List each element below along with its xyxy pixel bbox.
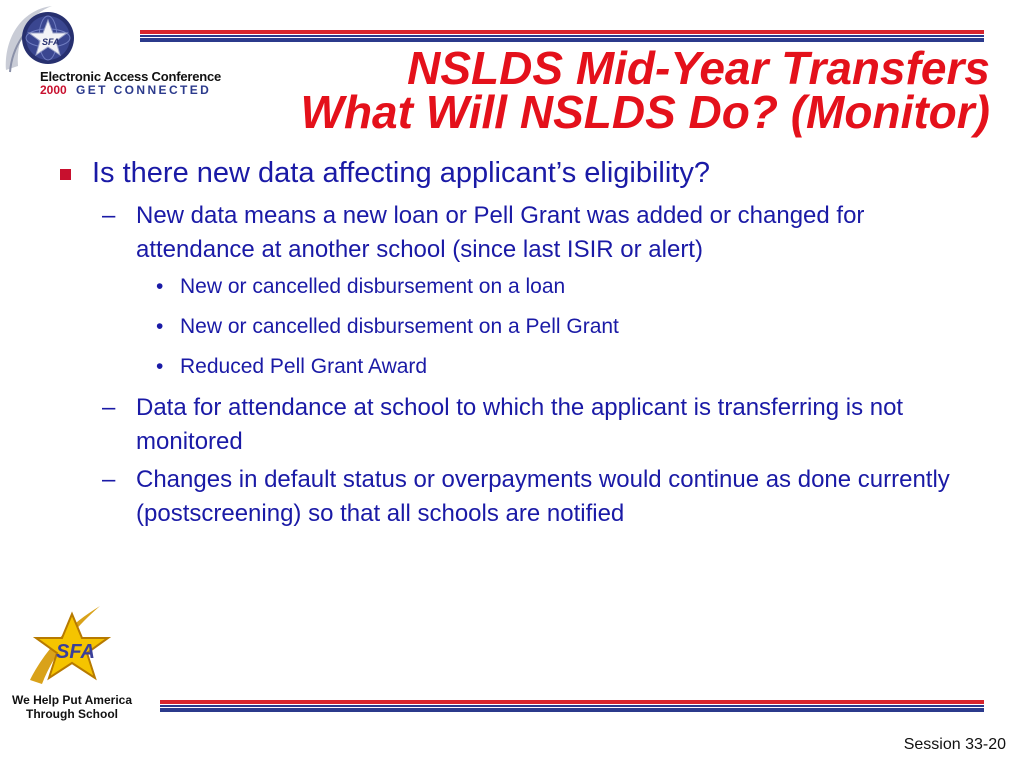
slide-body (58, 153, 988, 535)
sub-sub-bullet-text: New or cancelled disbursement on a Pell Grant (180, 315, 619, 338)
dot-bullet-icon: • (156, 315, 164, 338)
slide-title (300, 42, 990, 138)
title-line-2: What Will NSLDS Do? (Monitor) (300, 86, 990, 138)
dash-bullet-icon: – (102, 394, 116, 421)
conference-tagline: GET CONNECTED (76, 83, 212, 97)
dot-bullet-icon: • (156, 275, 164, 298)
sub-sub-bullet-text: New or cancelled disbursement on a loan (180, 275, 566, 298)
motto (2, 693, 142, 721)
dash-bullet-icon: – (102, 466, 116, 493)
dot-bullet-icon: • (156, 355, 164, 378)
conference-name: Electronic Access Conference (40, 69, 222, 84)
sfa-star-icon (20, 600, 130, 692)
square-bullet-icon (60, 169, 71, 180)
sub-bullet-text: New data means a new loan or Pell Grant was added or changed for attendance at another school (since last ISIR or alert) (136, 202, 865, 263)
svg-text:SFA: SFA (42, 37, 60, 47)
conference-logo (0, 0, 290, 100)
sub-bullet-text: Data for attendance at school to which the applicant is transferring is not monitored (136, 394, 904, 455)
motto-line-2: Through School (26, 707, 118, 721)
session-number: Session 33-20 (903, 736, 1006, 753)
bullet-item (58, 153, 988, 193)
sub-sub-bullet-text: Reduced Pell Grant Award (180, 355, 428, 378)
conference-year: 2000 (40, 83, 67, 97)
sfa-logo (20, 600, 130, 692)
title-line-1: NSLDS Mid-Year Transfers (407, 42, 990, 94)
sub-sub-bullet-item (58, 351, 988, 382)
motto-line-1: We Help Put America (11, 693, 133, 707)
bullet-text: Is there new data affecting applicant’s eligibility? (92, 157, 710, 189)
sub-sub-bullet-item (58, 311, 988, 342)
sub-bullet-text: Changes in default status or overpayments would continue as done currently (postscreening) so that all schools are notified (136, 466, 950, 527)
svg-text:SFA: SFA (56, 641, 95, 663)
sub-bullet-item (58, 391, 956, 459)
sub-bullet-item (58, 199, 956, 267)
dash-bullet-icon: – (102, 202, 116, 229)
sub-sub-bullet-item (58, 271, 988, 302)
sub-bullet-item (58, 463, 956, 531)
bottom-stripes (160, 700, 984, 716)
